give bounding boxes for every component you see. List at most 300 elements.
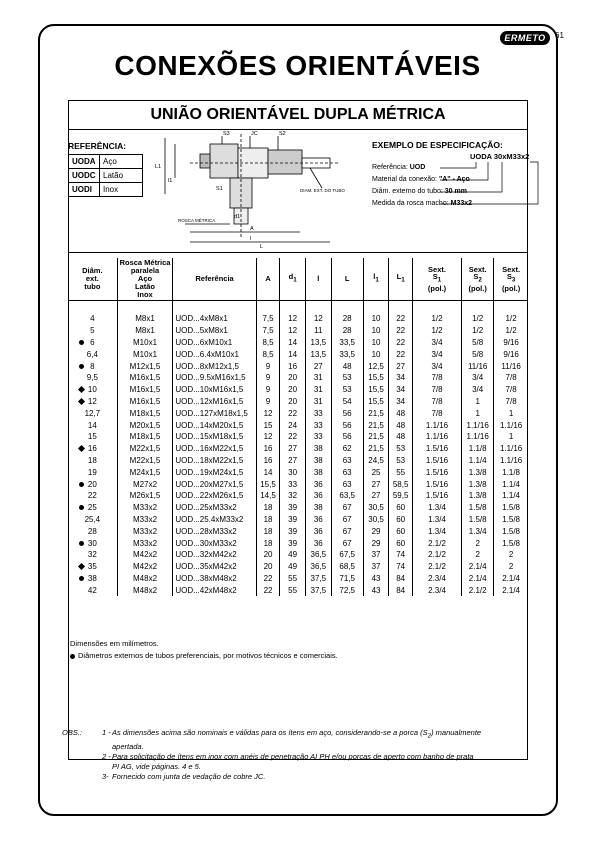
spec-line-reference: Referência: UOD bbox=[372, 164, 426, 171]
cell-L: 67 bbox=[331, 537, 363, 549]
cell-A: 12 bbox=[256, 407, 280, 419]
cell-L: 68,5 bbox=[331, 561, 363, 573]
cell-L1: 60 bbox=[389, 537, 413, 549]
cell-l1: 21,5 bbox=[363, 443, 389, 455]
cell-s1: 3/4 bbox=[412, 360, 461, 372]
cell-thread: M48x2 bbox=[117, 584, 173, 596]
table-row bbox=[68, 384, 528, 396]
drawing-label: S2 bbox=[279, 131, 286, 137]
cell-diam: 18 bbox=[68, 455, 117, 467]
cell-s1: 1.1/16 bbox=[412, 431, 461, 443]
cell-s3: 1/2 bbox=[505, 326, 517, 336]
col-s1: Sext. $S_1$ (pol.) bbox=[412, 258, 461, 301]
cell-A: 18 bbox=[256, 537, 280, 549]
cell-s3: 1.1/8 bbox=[502, 467, 520, 477]
cell-s1: 2.3/4 bbox=[412, 584, 461, 596]
cell-l1: 10 bbox=[363, 348, 389, 360]
reference-heading: REFERÊNCIA: bbox=[68, 141, 127, 151]
cell-s1: 1.1/16 bbox=[412, 419, 461, 431]
cell-ref: UOD...38xM48x2 bbox=[173, 573, 256, 585]
cell-s3: 1.1/16 bbox=[499, 455, 523, 465]
cell-s1: 1.3/4 bbox=[412, 514, 461, 526]
diamond-bullet-icon bbox=[78, 386, 85, 393]
cell-diam: 25,4 bbox=[68, 514, 117, 526]
brand-logo: ERMETO bbox=[500, 31, 550, 45]
col-l1: $l_1$ bbox=[363, 258, 389, 301]
cell-d1: 32 bbox=[280, 490, 306, 502]
cell-ref: UOD...4xM8x1 bbox=[173, 301, 256, 325]
cell-L1: 48 bbox=[389, 419, 413, 431]
cell-l: 36 bbox=[305, 525, 331, 537]
spec-heading: EXEMPLO DE ESPECIFICAÇÃO: bbox=[372, 140, 503, 150]
preferred-bullet-icon bbox=[79, 576, 84, 581]
cell-L: 67 bbox=[331, 514, 363, 526]
cell-s2: 5/8 bbox=[462, 348, 494, 360]
cell-thread: M33x2 bbox=[117, 525, 173, 537]
note-preferred: Diâmetros externos de tubos preferenciais, por motivos técnicos e comerciais. bbox=[70, 651, 338, 660]
cell-s1: 1/2 bbox=[412, 301, 461, 325]
cell-diam: 38 bbox=[68, 573, 117, 585]
cell-s2: 1.3/8 bbox=[462, 466, 494, 478]
cell-thread: M33x2 bbox=[117, 537, 173, 549]
cell-s2: 2.1/4 bbox=[462, 573, 494, 585]
cell-s3: 1.1/16 bbox=[499, 420, 523, 430]
cell-L: 54 bbox=[331, 396, 363, 408]
cell-l: 13,5 bbox=[305, 348, 331, 360]
cell-s2: 1.1/16 bbox=[462, 431, 494, 443]
cell-thread: M42x2 bbox=[117, 549, 173, 561]
cell-l: 31 bbox=[305, 372, 331, 384]
cell-l1: 15,5 bbox=[363, 372, 389, 384]
obs-item-cont: apertada. bbox=[112, 741, 144, 751]
cell-d1: 49 bbox=[280, 561, 306, 573]
cell-l1: 43 bbox=[363, 573, 389, 585]
cell-s2: 1.5/8 bbox=[462, 502, 494, 514]
cell-ref: UOD...20xM27x1,5 bbox=[173, 478, 256, 490]
cell-thread: M20x1,5 bbox=[117, 419, 173, 431]
cell-ref: UOD...25xM33x2 bbox=[173, 502, 256, 514]
cell-diam: 35 bbox=[68, 561, 117, 573]
drawing-label: S1 bbox=[216, 186, 223, 192]
cell-A: 9 bbox=[256, 372, 280, 384]
cell-l1: 43 bbox=[363, 584, 389, 596]
table-row bbox=[68, 549, 528, 561]
preferred-bullet-icon bbox=[79, 541, 84, 546]
cell-A: 7,5 bbox=[256, 301, 280, 325]
cell-diam: 4 bbox=[68, 301, 117, 325]
reference-row bbox=[69, 155, 143, 169]
cell-thread: M33x2 bbox=[117, 502, 173, 514]
page-number: 61 bbox=[555, 31, 564, 40]
cell-d1: 55 bbox=[280, 573, 306, 585]
cell-s1: 2.3/4 bbox=[412, 573, 461, 585]
cell-diam: 28 bbox=[68, 525, 117, 537]
cell-d1: 22 bbox=[280, 407, 306, 419]
cell-l: 37,5 bbox=[305, 584, 331, 596]
cell-l1: 21,5 bbox=[363, 419, 389, 431]
table-row bbox=[68, 573, 528, 585]
drawing-label: l bbox=[250, 236, 252, 242]
cell-s1: 3/4 bbox=[412, 348, 461, 360]
cell-d1: 33 bbox=[280, 478, 306, 490]
cell-d1: 20 bbox=[280, 384, 306, 396]
table-row bbox=[68, 466, 528, 478]
cell-d1: 39 bbox=[280, 537, 306, 549]
cell-l: 36 bbox=[305, 537, 331, 549]
cell-l: 38 bbox=[305, 466, 331, 478]
cell-d1: 55 bbox=[280, 584, 306, 596]
cell-A: 8,5 bbox=[256, 348, 280, 360]
cell-L: 72,5 bbox=[331, 584, 363, 596]
cell-ref: UOD...19xM24x1,5 bbox=[173, 466, 256, 478]
cell-s2: 2.1/4 bbox=[462, 561, 494, 573]
note-units: Dimensões em milímetros. bbox=[70, 639, 159, 648]
cell-s3: 7/8 bbox=[505, 373, 517, 383]
cell-ref: UOD...16xM22x1,5 bbox=[173, 443, 256, 455]
drawing-label: A bbox=[250, 226, 254, 232]
table-row bbox=[68, 372, 528, 384]
preferred-bullet-icon bbox=[79, 482, 84, 487]
col-diam: Diâm. ext. tubo bbox=[68, 258, 117, 301]
cell-s3: 9/16 bbox=[503, 349, 519, 359]
cell-s2: 1.3/8 bbox=[462, 490, 494, 502]
cell-L1: 60 bbox=[389, 514, 413, 526]
table-row bbox=[68, 525, 528, 537]
cell-s2: 1.1/8 bbox=[462, 443, 494, 455]
cell-L1: 55 bbox=[389, 466, 413, 478]
cell-A: 12 bbox=[256, 431, 280, 443]
cell-s1: 1.5/16 bbox=[412, 443, 461, 455]
cell-s2: 2.1/2 bbox=[462, 584, 494, 596]
drawing-label: L bbox=[260, 244, 264, 248]
cell-ref: UOD...6xM10x1 bbox=[173, 337, 256, 349]
cell-s3: 9/16 bbox=[503, 337, 519, 347]
cell-l: 36 bbox=[305, 478, 331, 490]
cell-s3: 1.5/8 bbox=[502, 538, 520, 548]
cell-s3: 1.1/4 bbox=[502, 479, 520, 489]
reference-row bbox=[69, 183, 143, 197]
ref-code: UODC bbox=[69, 169, 100, 183]
cell-l: 13,5 bbox=[305, 337, 331, 349]
cell-ref: UOD...30xM33x2 bbox=[173, 537, 256, 549]
cell-thread: M48x2 bbox=[117, 573, 173, 585]
cell-s2: 1 bbox=[462, 407, 494, 419]
obs-item: OBS.: 1 - As dimensões acima são nominais e válidas para os ítens em aço, considerando-se a porca $(S_2)$ manualmente bbox=[62, 728, 482, 740]
cell-L1: 59,5 bbox=[389, 490, 413, 502]
table-row bbox=[68, 443, 528, 455]
cell-l1: 24,5 bbox=[363, 455, 389, 467]
cell-l: 36,5 bbox=[305, 561, 331, 573]
reference-table bbox=[68, 154, 143, 197]
cell-thread: M16x1,5 bbox=[117, 372, 173, 384]
cell-l1: 10 bbox=[363, 337, 389, 349]
cell-d1: 39 bbox=[280, 502, 306, 514]
cell-d1: 16 bbox=[280, 360, 306, 372]
cell-s2: 5/8 bbox=[462, 337, 494, 349]
cell-s1: 1.5/16 bbox=[412, 466, 461, 478]
cell-L1: 74 bbox=[389, 561, 413, 573]
cell-d1: 27 bbox=[280, 455, 306, 467]
cell-A: 9 bbox=[256, 384, 280, 396]
cell-L: 63 bbox=[331, 478, 363, 490]
cell-A: 15,5 bbox=[256, 478, 280, 490]
cell-L1: 22 bbox=[389, 337, 413, 349]
cell-l: 37,5 bbox=[305, 573, 331, 585]
cell-d1: 12 bbox=[280, 325, 306, 337]
cell-diam: 9,5 bbox=[68, 372, 117, 384]
spec-line-material: Material da conexão: "A" - Aço bbox=[372, 176, 470, 183]
cell-s3: 2 bbox=[508, 550, 514, 560]
cell-s1: 7/8 bbox=[412, 396, 461, 408]
cell-ref: UOD...25.4xM33x2 bbox=[173, 514, 256, 526]
cell-ref: UOD...42xM48x2 bbox=[173, 584, 256, 596]
cell-A: 15 bbox=[256, 419, 280, 431]
cell-L1: 58,5 bbox=[389, 478, 413, 490]
cell-l1: 29 bbox=[363, 525, 389, 537]
cell-L1: 74 bbox=[389, 549, 413, 561]
cell-l: 11 bbox=[305, 325, 331, 337]
cell-l1: 25 bbox=[363, 466, 389, 478]
cell-diam: 25 bbox=[68, 502, 117, 514]
cell-s1: 2.1/2 bbox=[412, 537, 461, 549]
table-row bbox=[68, 337, 528, 349]
cell-L: 28 bbox=[331, 325, 363, 337]
cell-ref: UOD...12xM16x1,5 bbox=[173, 396, 256, 408]
cell-l1: 21,5 bbox=[363, 407, 389, 419]
table-row bbox=[68, 537, 528, 549]
cell-thread: M33x2 bbox=[117, 514, 173, 526]
cell-l1: 30,5 bbox=[363, 502, 389, 514]
cell-L: 67 bbox=[331, 525, 363, 537]
cell-s2: 1.1/4 bbox=[462, 455, 494, 467]
cell-s3: 1 bbox=[508, 432, 514, 442]
cell-s1: 3/4 bbox=[412, 337, 461, 349]
cell-l1: 37 bbox=[363, 549, 389, 561]
cell-diam: 12,7 bbox=[68, 407, 117, 419]
cell-A: 20 bbox=[256, 561, 280, 573]
col-s2: Sext. $S_2$ (pol.) bbox=[462, 258, 494, 301]
cell-s3: 1.5/8 bbox=[502, 514, 520, 524]
cell-thread: M8x1 bbox=[117, 325, 173, 337]
cell-s1: 1.3/4 bbox=[412, 525, 461, 537]
cell-l1: 27 bbox=[363, 478, 389, 490]
cell-thread: M8x1 bbox=[117, 301, 173, 325]
cell-s2: 3/4 bbox=[462, 384, 494, 396]
obs-item-cont: PI AG, vide páginas. 4 e 5. bbox=[112, 761, 201, 771]
table-row bbox=[68, 502, 528, 514]
cell-A: 14 bbox=[256, 466, 280, 478]
cell-L1: 34 bbox=[389, 396, 413, 408]
cell-s1: 7/8 bbox=[412, 407, 461, 419]
drawing-label: ROSCA MÉTRICA bbox=[178, 218, 216, 223]
cell-d1: 14 bbox=[280, 337, 306, 349]
cell-L: 53 bbox=[331, 384, 363, 396]
dimensions-table bbox=[68, 258, 528, 596]
cell-s1: 1.3/4 bbox=[412, 502, 461, 514]
cell-A: 14,5 bbox=[256, 490, 280, 502]
cell-L1: 48 bbox=[389, 431, 413, 443]
cell-s2: 1.5/8 bbox=[462, 514, 494, 526]
cell-diam: 19 bbox=[68, 466, 117, 478]
cell-A: 9 bbox=[256, 396, 280, 408]
cell-thread: M10x1 bbox=[117, 337, 173, 349]
table-row bbox=[68, 396, 528, 408]
cell-d1: 24 bbox=[280, 419, 306, 431]
cell-L: 71,5 bbox=[331, 573, 363, 585]
cell-l: 38 bbox=[305, 455, 331, 467]
cell-ref: UOD...18xM22x1,5 bbox=[173, 455, 256, 467]
preferred-bullet-icon bbox=[79, 505, 84, 510]
cell-l1: 37 bbox=[363, 561, 389, 573]
cell-ref: UOD...127xM18x1,5 bbox=[173, 407, 256, 419]
cell-d1: 39 bbox=[280, 525, 306, 537]
section-title: UNIÃO ORIENTÁVEL DUPLA MÉTRICA bbox=[150, 106, 446, 123]
table-row bbox=[68, 348, 528, 360]
cell-L: 67,5 bbox=[331, 549, 363, 561]
ref-material: Latão bbox=[100, 169, 143, 183]
cell-thread: M24x1,5 bbox=[117, 466, 173, 478]
cell-ref: UOD...22xM26x1,5 bbox=[173, 490, 256, 502]
observations bbox=[62, 728, 552, 782]
cell-ref: UOD...8xM12x1,5 bbox=[173, 360, 256, 372]
cell-L: 33,5 bbox=[331, 348, 363, 360]
cell-L1: 53 bbox=[389, 455, 413, 467]
cell-s1: 1/2 bbox=[412, 325, 461, 337]
cell-L1: 48 bbox=[389, 407, 413, 419]
cell-diam: 42 bbox=[68, 584, 117, 596]
cell-l1: 27 bbox=[363, 490, 389, 502]
cell-A: 8,5 bbox=[256, 337, 280, 349]
cell-A: 18 bbox=[256, 502, 280, 514]
cell-ref: UOD...32xM42x2 bbox=[173, 549, 256, 561]
cell-ref: UOD...28xM33x2 bbox=[173, 525, 256, 537]
table-row bbox=[68, 419, 528, 431]
cell-thread: M10x1 bbox=[117, 348, 173, 360]
cell-s1: 1.5/16 bbox=[412, 455, 461, 467]
cell-L: 56 bbox=[331, 407, 363, 419]
cell-ref: UOD...9.5xM16x1,5 bbox=[173, 372, 256, 384]
cell-d1: 12 bbox=[280, 301, 306, 325]
cell-diam: 22 bbox=[68, 490, 117, 502]
drawing-label: l1 bbox=[168, 178, 173, 184]
cell-s2: 1.3/8 bbox=[462, 478, 494, 490]
cell-L: 53 bbox=[331, 372, 363, 384]
table-row bbox=[68, 301, 528, 325]
cell-L: 67 bbox=[331, 502, 363, 514]
cell-l1: 15,5 bbox=[363, 396, 389, 408]
obs-item: 2 - Para solicitação de ítens em inox com anéis de penetração AI PH e/ou porcas de aperto com banho de prata bbox=[102, 751, 474, 761]
cell-L: 48 bbox=[331, 360, 363, 372]
cell-diam: 6,4 bbox=[68, 348, 117, 360]
cell-L1: 27 bbox=[389, 360, 413, 372]
cell-l1: 29 bbox=[363, 537, 389, 549]
cell-thread: M12x1,5 bbox=[117, 360, 173, 372]
cell-s2: 3/4 bbox=[462, 372, 494, 384]
cell-diam: 20 bbox=[68, 478, 117, 490]
col-thread: Rosca Métrica paralela Aço Latão Inox bbox=[117, 258, 173, 301]
cell-L1: 84 bbox=[389, 573, 413, 585]
cell-L: 56 bbox=[331, 431, 363, 443]
drawing-label: L1 bbox=[155, 164, 162, 170]
cell-thread: M18x1,5 bbox=[117, 407, 173, 419]
cell-l: 33 bbox=[305, 407, 331, 419]
divider bbox=[68, 252, 528, 253]
cell-s2: 1.1/16 bbox=[462, 419, 494, 431]
table-row bbox=[68, 325, 528, 337]
cell-s3: 1/2 bbox=[505, 314, 517, 324]
cell-s1: 2.1/2 bbox=[412, 561, 461, 573]
cell-l: 33 bbox=[305, 419, 331, 431]
spec-line-diameter: Diâm. externo do tubo: 30 mm bbox=[372, 188, 467, 195]
cell-thread: M16x1,5 bbox=[117, 384, 173, 396]
cell-s2: 1/2 bbox=[462, 325, 494, 337]
cell-s3: 1.1/4 bbox=[502, 491, 520, 501]
cell-A: 16 bbox=[256, 455, 280, 467]
col-d1: $d_1$ bbox=[280, 258, 306, 301]
cell-s3: 11/16 bbox=[501, 361, 521, 371]
cell-s1: 1.5/16 bbox=[412, 478, 461, 490]
drawing-label: DIAM. EXT. DO TUBO bbox=[300, 188, 345, 193]
table-row bbox=[68, 490, 528, 502]
cell-d1: 20 bbox=[280, 396, 306, 408]
cell-d1: 22 bbox=[280, 431, 306, 443]
cell-diam: 8 bbox=[68, 360, 117, 372]
cell-A: 16 bbox=[256, 443, 280, 455]
cell-L: 62 bbox=[331, 443, 363, 455]
cell-s3: 1.5/8 bbox=[502, 503, 520, 513]
bullet-icon bbox=[70, 654, 75, 659]
cell-thread: M18x1,5 bbox=[117, 431, 173, 443]
cell-L1: 22 bbox=[389, 348, 413, 360]
cell-s3: 7/8 bbox=[505, 385, 517, 395]
cell-L1: 60 bbox=[389, 502, 413, 514]
table-row bbox=[68, 584, 528, 596]
table-row bbox=[68, 407, 528, 419]
cell-L: 63,5 bbox=[331, 490, 363, 502]
preferred-bullet-icon bbox=[79, 364, 84, 369]
col-l: l bbox=[305, 258, 331, 301]
cell-l1: 15,5 bbox=[363, 384, 389, 396]
table-row bbox=[68, 561, 528, 573]
cell-l: 31 bbox=[305, 396, 331, 408]
cell-L: 63 bbox=[331, 466, 363, 478]
obs-item: 3- Fornecido com junta de vedação de cobre JC. bbox=[102, 771, 266, 781]
cell-s2: 1/2 bbox=[462, 301, 494, 325]
spec-line-thread: Medida da rosca macho: M33x2 bbox=[372, 200, 473, 207]
col-s3: Sext. $S_3$ (pol.) bbox=[494, 258, 528, 301]
col-reference: Referência bbox=[173, 258, 256, 301]
ref-code: UODI bbox=[69, 183, 100, 197]
cell-l1: 10 bbox=[363, 301, 389, 325]
cell-s3: 1 bbox=[508, 408, 514, 418]
table-row bbox=[68, 431, 528, 443]
cell-diam: 5 bbox=[68, 325, 117, 337]
table-row bbox=[68, 514, 528, 526]
cell-l1: 21,5 bbox=[363, 431, 389, 443]
cell-L1: 22 bbox=[389, 325, 413, 337]
cell-A: 9 bbox=[256, 360, 280, 372]
cell-d1: 49 bbox=[280, 549, 306, 561]
cell-l: 38 bbox=[305, 443, 331, 455]
diamond-bullet-icon bbox=[78, 398, 85, 405]
cell-s3: 7/8 bbox=[505, 396, 517, 406]
cell-L: 56 bbox=[331, 419, 363, 431]
preferred-bullet-icon bbox=[79, 340, 84, 345]
cell-L1: 60 bbox=[389, 525, 413, 537]
cell-L: 33,5 bbox=[331, 337, 363, 349]
col-L: L bbox=[331, 258, 363, 301]
cell-l: 36,5 bbox=[305, 549, 331, 561]
